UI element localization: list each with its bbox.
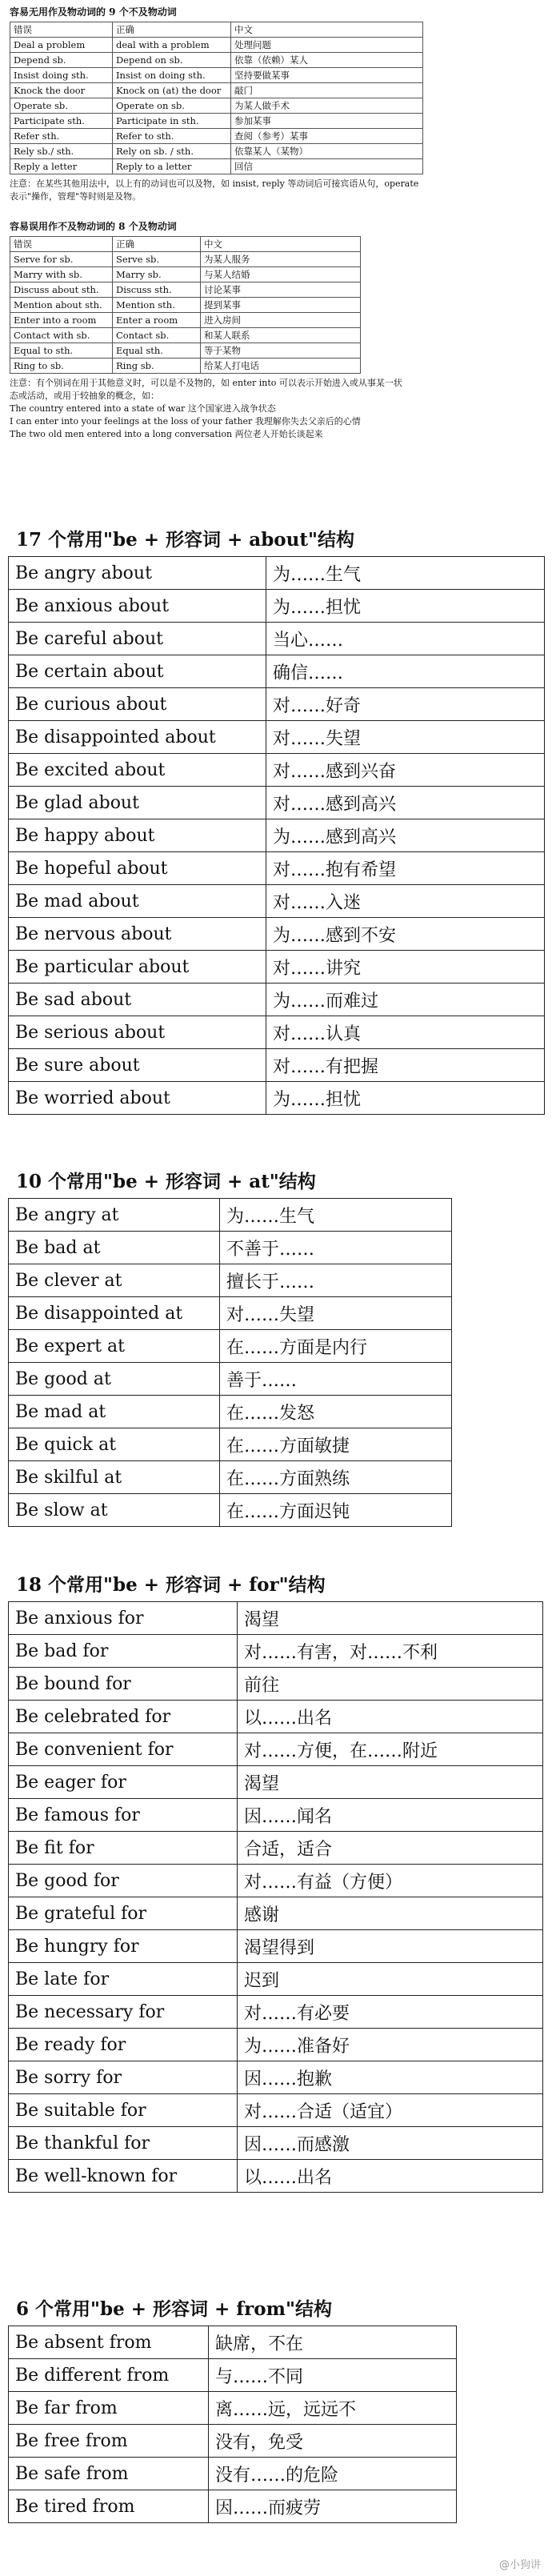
table-row	[10, 252, 361, 267]
phrase-cell: Be sorry for	[9, 2061, 238, 2094]
meaning-cell: 对……失望	[220, 1297, 452, 1330]
table-row	[9, 754, 545, 787]
meaning-cell: 对……方便，在……附近	[238, 1733, 543, 1766]
phrase-cell: Be bad at	[9, 1232, 220, 1264]
phrase-cell: Be expert at	[9, 1330, 220, 1363]
phrase-cell: Enter into a room	[10, 313, 113, 328]
phrase-cell: Be well-known for	[9, 2160, 238, 2193]
table-row	[9, 984, 545, 1016]
correct-cell: Ring sb.	[113, 359, 201, 374]
meaning-cell: 为……担忧	[266, 590, 545, 623]
phrase-table	[8, 1601, 543, 2193]
correct-cell: Discuss sth.	[113, 282, 201, 298]
meaning-cell: 为……担忧	[266, 1082, 545, 1115]
phrase-cell: Be disappointed at	[9, 1297, 220, 1330]
phrase-table	[8, 2326, 457, 2523]
meaning-cell: 在……方面迟钝	[220, 1494, 452, 1527]
meaning-cell: 对……入迷	[266, 885, 545, 918]
table-row	[10, 298, 361, 313]
phrase-cell: Be grateful for	[9, 1897, 238, 1930]
table-row	[9, 1930, 543, 1963]
table-row	[9, 721, 545, 754]
meaning-cell: 在……发怒	[220, 1396, 452, 1428]
note-line: I can enter into your feelings at the loss of your father 我理解你失去父亲后的心情	[10, 416, 361, 427]
table-row	[10, 328, 361, 343]
section-from-structures	[8, 2294, 457, 2523]
correct-cell: Marry sb.	[113, 267, 201, 282]
phrase-cell: Be worried about	[9, 1082, 266, 1115]
meaning-cell: 与某人结婚	[201, 267, 361, 282]
table-row	[10, 313, 361, 328]
phrase-cell: Be mad at	[9, 1396, 220, 1428]
correct-cell: Mention sth.	[113, 298, 201, 313]
meaning-cell: 处理问题	[231, 38, 423, 53]
phrase-cell: Operate sb.	[10, 98, 113, 114]
table-row	[9, 819, 545, 852]
section-title: 17 个常用"be + 形容词 + about"结构	[16, 529, 354, 551]
note-line: 注意：有个别词在用于其他意义时，可以是不及物的，如 enter into 可以表示开始进入或从事某一状	[10, 378, 402, 388]
phrase-cell: Rely sb./ sth.	[10, 144, 113, 159]
table-row	[10, 267, 361, 282]
phrase-cell: Serve for sb.	[10, 252, 113, 267]
meaning-cell: 与……不同	[209, 2359, 457, 2392]
table-row	[9, 1963, 543, 1996]
phrase-cell: Be serious about	[9, 1016, 266, 1049]
meaning-cell: 善于……	[220, 1363, 452, 1396]
table-row	[9, 2127, 543, 2160]
meaning-cell: 对……讲究	[266, 951, 545, 984]
meaning-cell: 在……方面敏捷	[220, 1428, 452, 1461]
phrase-cell: Be mad about	[9, 885, 266, 918]
table-row	[10, 83, 423, 98]
meaning-cell: 回信	[231, 159, 423, 174]
table-row	[9, 2326, 457, 2359]
meaning-cell: 迟到	[238, 1963, 543, 1996]
meaning-cell: 对……合适（适宜）	[238, 2094, 543, 2127]
phrase-cell: Be curious about	[9, 688, 266, 721]
phrase-cell: Be free from	[9, 2425, 209, 2458]
note-paragraph	[10, 377, 538, 441]
phrase-cell: Discuss about sth.	[10, 282, 113, 298]
section-about-structures	[8, 525, 545, 1115]
meaning-cell: 坚持要做某事	[231, 68, 423, 83]
meaning-cell: 依靠某人（某物）	[231, 144, 423, 159]
phrase-cell: Be safe from	[9, 2458, 209, 2490]
table-row	[10, 343, 361, 359]
phrase-cell: Be convenient for	[9, 1733, 238, 1766]
note-line: 态或活动，或用于较抽象的概念，如：	[10, 391, 159, 401]
table-row	[9, 1264, 452, 1297]
section-intransitive-verbs	[10, 5, 538, 203]
phrase-cell: Be good for	[9, 1865, 238, 1897]
phrase-cell: Be excited about	[9, 754, 266, 787]
phrase-cell: Be particular about	[9, 951, 266, 984]
meaning-cell: 为……感到高兴	[266, 819, 545, 852]
meaning-cell: 没有……的危险	[209, 2458, 457, 2490]
phrase-cell: Insist doing sth.	[10, 68, 113, 83]
table-row	[10, 53, 423, 68]
table-row	[9, 2160, 543, 2193]
phrase-cell: Be anxious for	[9, 1602, 238, 1635]
note-line: The two old men entered into a long conversation 两位老人开始长谈起来	[10, 429, 323, 439]
table-row	[10, 129, 423, 144]
section-for-structures	[8, 1570, 543, 2193]
table-row	[9, 885, 545, 918]
table-row	[9, 1494, 452, 1527]
meaning-cell: 以……出名	[238, 2160, 543, 2193]
phrase-cell: Knock the door	[10, 83, 113, 98]
table-row	[10, 159, 423, 174]
phrase-cell: Be skilful at	[9, 1461, 220, 1494]
meaning-cell: 和某人联系	[201, 328, 361, 343]
correct-cell: Participate in sth.	[113, 114, 231, 129]
table-row	[9, 1016, 545, 1049]
correct-cell: Knock on (at) the door	[113, 83, 231, 98]
meaning-cell: 依靠（依赖）某人	[231, 53, 423, 68]
phrase-cell: Be clever at	[9, 1264, 220, 1297]
section-title: 18 个常用"be + 形容词 + for"结构	[16, 1574, 326, 1596]
meaning-cell: 因……闻名	[238, 1799, 543, 1832]
phrase-cell: Be quick at	[9, 1428, 220, 1461]
meaning-cell: 感谢	[238, 1897, 543, 1930]
table-row	[9, 1635, 543, 1668]
phrase-cell: Ring to sb.	[10, 359, 113, 374]
phrase-cell: Be slow at	[9, 1494, 220, 1527]
phrase-cell: Participate sth.	[10, 114, 113, 129]
correct-cell: Rely on sb. / sth.	[113, 144, 231, 159]
section-transitive-verbs	[10, 219, 538, 441]
phrase-cell: Be famous for	[9, 1799, 238, 1832]
phrase-cell: Be absent from	[9, 2326, 209, 2359]
correct-cell: Equal sth.	[113, 343, 201, 359]
phrase-cell: Be angry at	[9, 1199, 220, 1232]
column-header: 中文	[231, 22, 423, 38]
column-header: 错误	[10, 22, 113, 38]
phrase-cell: Reply a letter	[10, 159, 113, 174]
table-row	[9, 2425, 457, 2458]
phrase-cell: Be eager for	[9, 1766, 238, 1799]
meaning-cell: 以……出名	[238, 1701, 543, 1733]
correct-cell: Operate on sb.	[113, 98, 231, 114]
table-row	[10, 114, 423, 129]
watermark: @小狗讲	[498, 2559, 541, 2571]
table-row	[9, 557, 545, 590]
table-row	[9, 1461, 452, 1494]
meaning-cell: 对……感到高兴	[266, 787, 545, 819]
table-row	[9, 655, 545, 688]
meaning-cell: 对……认真	[266, 1016, 545, 1049]
correct-cell: deal with a problem	[113, 38, 231, 53]
meaning-cell: 因……抱歉	[238, 2061, 543, 2094]
meaning-cell: 为……准备好	[238, 2029, 543, 2061]
table-row	[9, 1602, 543, 1635]
phrase-cell: Be hungry for	[9, 1930, 238, 1963]
meaning-cell: 渴望	[238, 1602, 543, 1635]
meaning-cell: 在……方面是内行	[220, 1330, 452, 1363]
phrase-cell: Be bad for	[9, 1635, 238, 1668]
meaning-cell: 进入房间	[201, 313, 361, 328]
table-row	[9, 1049, 545, 1082]
table-row	[9, 2392, 457, 2425]
meaning-cell: 渴望得到	[238, 1930, 543, 1963]
table-row	[9, 1330, 452, 1363]
correct-cell: Refer to sth.	[113, 129, 231, 144]
meaning-cell: 没有，免受	[209, 2425, 457, 2458]
correct-cell: Enter a room	[113, 313, 201, 328]
table-row	[9, 1232, 452, 1264]
meaning-cell: 对……感到兴奋	[266, 754, 545, 787]
phrase-cell: Be good at	[9, 1363, 220, 1396]
meaning-cell: 为……感到不安	[266, 918, 545, 951]
table-row	[9, 1996, 543, 2029]
section-title: 6 个常用"be + 形容词 + from"结构	[16, 2298, 332, 2320]
column-header: 正确	[113, 22, 231, 38]
meaning-cell: 对……有把握	[266, 1049, 545, 1082]
phrase-table	[8, 556, 545, 1115]
table-row	[9, 852, 545, 885]
meaning-cell: 为……生气	[220, 1199, 452, 1232]
table-header-row	[10, 22, 423, 38]
phrase-cell: Be anxious about	[9, 590, 266, 623]
table-row	[9, 2094, 543, 2127]
table-row	[10, 38, 423, 53]
meaning-cell: 因……而疲劳	[209, 2490, 457, 2523]
table-row	[9, 1865, 543, 1897]
section-title: 容易误用作不及物动词的 8 个及物动词	[10, 221, 177, 232]
table-row	[9, 1428, 452, 1461]
phrase-cell: Depend sb.	[10, 53, 113, 68]
meaning-cell: 缺席，不在	[209, 2326, 457, 2359]
phrase-cell: Be different from	[9, 2359, 209, 2392]
table-row	[9, 590, 545, 623]
meaning-cell: 为……生气	[266, 557, 545, 590]
note-line: The country entered into a state of war 这个国家进入战争状态	[10, 403, 276, 414]
meaning-cell: 确信……	[266, 655, 545, 688]
meaning-cell: 对……有必要	[238, 1996, 543, 2029]
phrase-cell: Be sure about	[9, 1049, 266, 1082]
correct-cell: Depend on sb.	[113, 53, 231, 68]
table-row	[9, 787, 545, 819]
note-line: 注意：在某些其他用法中，以上有的动词也可以及物，如 insist, reply 等动词后可接宾语从句，operate	[10, 178, 419, 189]
meaning-cell: 敲门	[231, 83, 423, 98]
correct-cell: Insist on doing sth.	[113, 68, 231, 83]
phrase-cell: Be disappointed about	[9, 721, 266, 754]
phrase-cell: Be sad about	[9, 984, 266, 1016]
meaning-cell: 因……而感激	[238, 2127, 543, 2160]
verb-table	[10, 22, 423, 174]
table-row	[9, 688, 545, 721]
table-row	[10, 144, 423, 159]
table-row	[9, 1363, 452, 1396]
meaning-cell: 给某人打电话	[201, 359, 361, 374]
phrase-cell: Refer sth.	[10, 129, 113, 144]
meaning-cell: 渴望	[238, 1766, 543, 1799]
note-paragraph	[10, 178, 538, 203]
table-row	[9, 2490, 457, 2523]
column-header: 中文	[201, 237, 361, 252]
phrase-cell: Be careful about	[9, 623, 266, 655]
phrase-cell: Equal to sth.	[10, 343, 113, 359]
phrase-cell: Be suitable for	[9, 2094, 238, 2127]
phrase-cell: Be certain about	[9, 655, 266, 688]
meaning-cell: 为某人服务	[201, 252, 361, 267]
table-row	[9, 918, 545, 951]
phrase-cell: Be necessary for	[9, 1996, 238, 2029]
meaning-cell: 讨论某事	[201, 282, 361, 298]
section-title: 容易无用作及物动词的 9 个不及物动词	[10, 6, 177, 18]
section-title: 10 个常用"be + 形容词 + at"结构	[16, 1171, 316, 1192]
table-row	[9, 1199, 452, 1232]
meaning-cell: 对……有害，对……不利	[238, 1635, 543, 1668]
meaning-cell: 等于某物	[201, 343, 361, 359]
table-row	[9, 1897, 543, 1930]
table-row	[9, 1766, 543, 1799]
table-row	[9, 1082, 545, 1115]
meaning-cell: 合适，适合	[238, 1832, 543, 1865]
table-row	[9, 1297, 452, 1330]
meaning-cell: 离……远，远远不	[209, 2392, 457, 2425]
phrase-cell: Be nervous about	[9, 918, 266, 951]
table-row	[9, 1668, 543, 1701]
table-header-row	[10, 237, 361, 252]
table-row	[9, 623, 545, 655]
column-header: 错误	[10, 237, 113, 252]
correct-cell: Reply to a letter	[113, 159, 231, 174]
verb-table	[10, 236, 361, 374]
table-row	[9, 2359, 457, 2392]
phrase-cell: Be angry about	[9, 557, 266, 590]
phrase-cell: Be far from	[9, 2392, 209, 2425]
correct-cell: Contact sb.	[113, 328, 201, 343]
table-row	[9, 951, 545, 984]
table-row	[10, 359, 361, 374]
phrase-cell: Be ready for	[9, 2029, 238, 2061]
phrase-cell: Be fit for	[9, 1832, 238, 1865]
meaning-cell: 为某人做手术	[231, 98, 423, 114]
meaning-cell: 当心……	[266, 623, 545, 655]
meaning-cell: 不善于……	[220, 1232, 452, 1264]
table-row	[9, 1799, 543, 1832]
table-row	[9, 1396, 452, 1428]
phrase-cell: Be bound for	[9, 1668, 238, 1701]
phrase-cell: Mention about sth.	[10, 298, 113, 313]
table-row	[10, 98, 423, 114]
meaning-cell: 在……方面熟练	[220, 1461, 452, 1494]
meaning-cell: 提到某事	[201, 298, 361, 313]
table-row	[9, 2029, 543, 2061]
phrase-cell: Be celebrated for	[9, 1701, 238, 1733]
note-line: 表示"操作，管理"等时则是及物。	[10, 191, 142, 202]
phrase-cell: Deal a problem	[10, 38, 113, 53]
meaning-cell: 为……而难过	[266, 984, 545, 1016]
table-row	[10, 68, 423, 83]
phrase-cell: Be tired from	[9, 2490, 209, 2523]
meaning-cell: 对……好奇	[266, 688, 545, 721]
meaning-cell: 对……有益（方便）	[238, 1865, 543, 1897]
meaning-cell: 对……抱有希望	[266, 852, 545, 885]
table-row	[9, 1733, 543, 1766]
correct-cell: Serve sb.	[113, 252, 201, 267]
phrase-cell: Contact with sb.	[10, 328, 113, 343]
table-row	[9, 2458, 457, 2490]
phrase-table	[8, 1198, 452, 1527]
meaning-cell: 前往	[238, 1668, 543, 1701]
table-row	[9, 1701, 543, 1733]
meaning-cell: 擅长于……	[220, 1264, 452, 1297]
column-header: 正确	[113, 237, 201, 252]
meaning-cell: 对……失望	[266, 721, 545, 754]
phrase-cell: Marry with sb.	[10, 267, 113, 282]
meaning-cell: 参加某事	[231, 114, 423, 129]
table-row	[10, 282, 361, 298]
phrase-cell: Be happy about	[9, 819, 266, 852]
phrase-cell: Be late for	[9, 1963, 238, 1996]
section-at-structures	[8, 1167, 452, 1527]
phrase-cell: Be thankful for	[9, 2127, 238, 2160]
table-row	[9, 1832, 543, 1865]
table-row	[9, 2061, 543, 2094]
phrase-cell: Be glad about	[9, 787, 266, 819]
meaning-cell: 查阅（参考）某事	[231, 129, 423, 144]
phrase-cell: Be hopeful about	[9, 852, 266, 885]
